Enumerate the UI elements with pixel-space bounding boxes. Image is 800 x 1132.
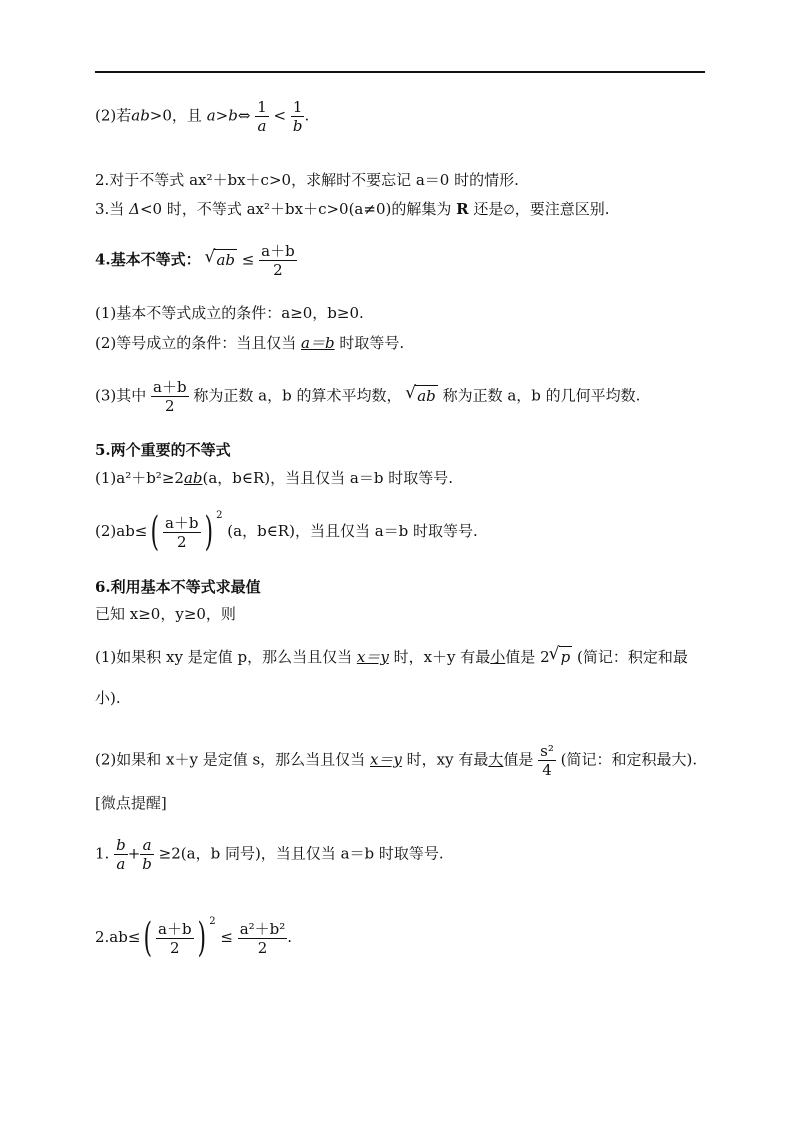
s3-mid: <0 时，不等式 ax²＋bx＋c>0(a≠0)的解集为 <box>139 200 457 218</box>
line-s1 <box>95 98 309 135</box>
frac-den: b <box>142 855 152 873</box>
left-paren: ( <box>150 509 160 555</box>
frac-num: 1 <box>291 98 305 117</box>
header-rule <box>95 71 705 73</box>
s6-1-ul: x＝y <box>356 648 389 666</box>
sqrt-p <box>559 646 573 667</box>
tip1-pre: 1. <box>95 844 110 863</box>
frac-den: 2 <box>176 532 187 551</box>
frac-num: 1 <box>257 98 267 116</box>
line-s5-1 <box>95 468 453 488</box>
s6-2-end: (简记：和定积最大). <box>560 750 698 769</box>
s5-1-ul: ab <box>183 469 203 487</box>
fraction-1-over-a <box>255 98 269 135</box>
s3-R: R <box>456 200 469 218</box>
frac-num: a <box>142 836 152 854</box>
s1-end: . <box>304 106 310 125</box>
s6-1-mid: 时，x＋y 有最 <box>388 648 491 666</box>
s6-2-pre: (2)如果和 x＋y 是定值 s，那么当且仅当 <box>95 750 370 769</box>
fraction-a-plus-b-over-2 <box>259 242 297 279</box>
s1-b: b <box>228 106 238 125</box>
square-exponent: 2 <box>209 916 216 927</box>
frac-num: s² <box>540 742 554 760</box>
s4-2-ul: a＝b <box>301 334 335 352</box>
s1-ab: ab <box>131 106 150 125</box>
frac-num: a＋b <box>158 919 192 938</box>
line-s4-title <box>95 242 297 279</box>
fraction-b-over-a <box>114 836 128 873</box>
tip2-le: ≤ <box>220 928 233 946</box>
s4-3-mid: 称为正数 a，b 的算术平均数， <box>193 386 402 405</box>
tip2-end: . <box>287 928 293 946</box>
tip-title: [微点提醒] <box>95 794 167 812</box>
s4-3-end: 称为正数 a，b 的几何平均数. <box>442 386 641 405</box>
s6-1-end: (简记：积定和最 <box>572 648 688 666</box>
line-s5-2 <box>95 509 478 555</box>
s4-le: ≤ <box>241 250 255 269</box>
fraction-a-plus-b-over-2 <box>151 378 189 415</box>
s1-pre: (2)若 <box>95 106 132 125</box>
sqrt-p-text: p <box>560 648 571 666</box>
s5-1-pre: (1)a²＋b²≥2 <box>95 469 184 487</box>
line-s6-given: 已知 x≥0，y≥0，则 <box>95 605 236 623</box>
frac-num: a＋b <box>153 378 187 396</box>
s5-2-end: (a，b∈R)，当且仅当 a＝b 时取等号. <box>227 522 478 540</box>
s3-mid2: 还是 <box>468 200 504 218</box>
fraction-a-plus-b-over-2 <box>156 920 194 957</box>
frac-den: 2 <box>165 397 175 415</box>
s3-empty-set: ∅ <box>503 203 515 218</box>
s6-2-mid: 时，xy 有最 <box>401 750 489 769</box>
line-s4-1: (1)基本不等式成立的条件：a≥0，b≥0. <box>95 304 364 322</box>
sqrt-ab-text: ab <box>216 250 235 269</box>
line-s4-3 <box>95 378 640 415</box>
line-s3 <box>95 199 609 221</box>
s6-1-pre: (1)如果积 xy 是定值 p，那么当且仅当 <box>95 648 357 666</box>
s3-end: ，要注意区别. <box>514 200 610 218</box>
right-paren: ) <box>204 509 213 555</box>
s4-2-pre: (2)等号成立的条件：当且仅当 <box>95 334 302 352</box>
frac-num: a＋b <box>164 513 199 532</box>
frac-num: a²＋b² <box>239 919 286 938</box>
s3-delta: Δ <box>129 200 140 218</box>
line-s2: 2.对于不等式 ax²＋bx＋c>0，求解时不要忘记 a＝0 时的情形. <box>95 171 519 189</box>
tip2-pre: 2.ab≤ <box>95 928 141 946</box>
s1-gt: > <box>215 106 229 125</box>
frac-num: a＋b <box>261 242 295 260</box>
line-s6-2 <box>95 742 697 779</box>
s6-2-mid2: 值是 <box>503 750 539 769</box>
frac-den: 2 <box>257 938 268 957</box>
s4-title: 4.基本不等式： <box>95 250 201 269</box>
frac-den: a <box>116 855 126 873</box>
s6-1-ul2: 小 <box>490 648 506 666</box>
s1-gt0: >0，且 <box>149 106 207 125</box>
frac-num: b <box>116 836 126 854</box>
fraction-1-over-b <box>291 98 305 135</box>
fraction-a2-plus-b2-over-2 <box>238 920 288 957</box>
sqrt-ab <box>415 385 438 406</box>
line-s5-title: 5.两个重要的不等式 <box>95 441 231 459</box>
sqrt-ab <box>214 249 237 270</box>
s1-a: a <box>206 106 216 125</box>
left-paren: ( <box>143 915 153 961</box>
s5-2-pre: (2)ab≤ <box>95 522 148 540</box>
tip1-end: ≥2(a，b 同号)，当且仅当 a＝b 时取等号. <box>158 844 444 863</box>
right-paren: ) <box>197 915 206 961</box>
line-s6-1-wrap: 小). <box>95 689 121 707</box>
frac-den: a <box>257 117 267 135</box>
square-exponent: 2 <box>216 510 223 521</box>
line-s6-1 <box>95 646 688 667</box>
s6-2-ul: x＝y <box>369 750 402 769</box>
s6-2-ul2: 大 <box>488 750 504 769</box>
fraction-s2-over-4 <box>538 742 556 779</box>
s4-2-end: 时取等号. <box>334 334 405 352</box>
line-tip-2 <box>95 915 293 961</box>
frac-den: 2 <box>273 261 283 279</box>
s3-pre: 3.当 <box>95 200 130 218</box>
frac-den: b <box>292 117 303 135</box>
s6-1-mid2: 值是 2 <box>505 648 550 666</box>
frac-den: 2 <box>170 938 180 957</box>
frac-den: 4 <box>542 761 552 779</box>
s4-3-pre: (3)其中 <box>95 386 152 405</box>
sqrt-ab-text: ab <box>417 386 436 405</box>
line-s6-title: 6.利用基本不等式求最值 <box>95 578 261 596</box>
s1-iff: ⇔ <box>237 106 251 125</box>
s5-1-end: (a，b∈R)，当且仅当 a＝b 时取等号. <box>202 469 453 487</box>
line-tip-1: 1. $\frac{b}{a}$ + $\frac{a}{b}$ ≥2(a，b 同号)，当且仅当 a＝b 时取等号. <box>95 836 444 873</box>
line-s4-2 <box>95 333 404 353</box>
s1-lt: < <box>273 106 287 125</box>
fraction-a-over-b <box>140 836 154 873</box>
fraction-a-plus-b-over-2 <box>163 514 201 551</box>
